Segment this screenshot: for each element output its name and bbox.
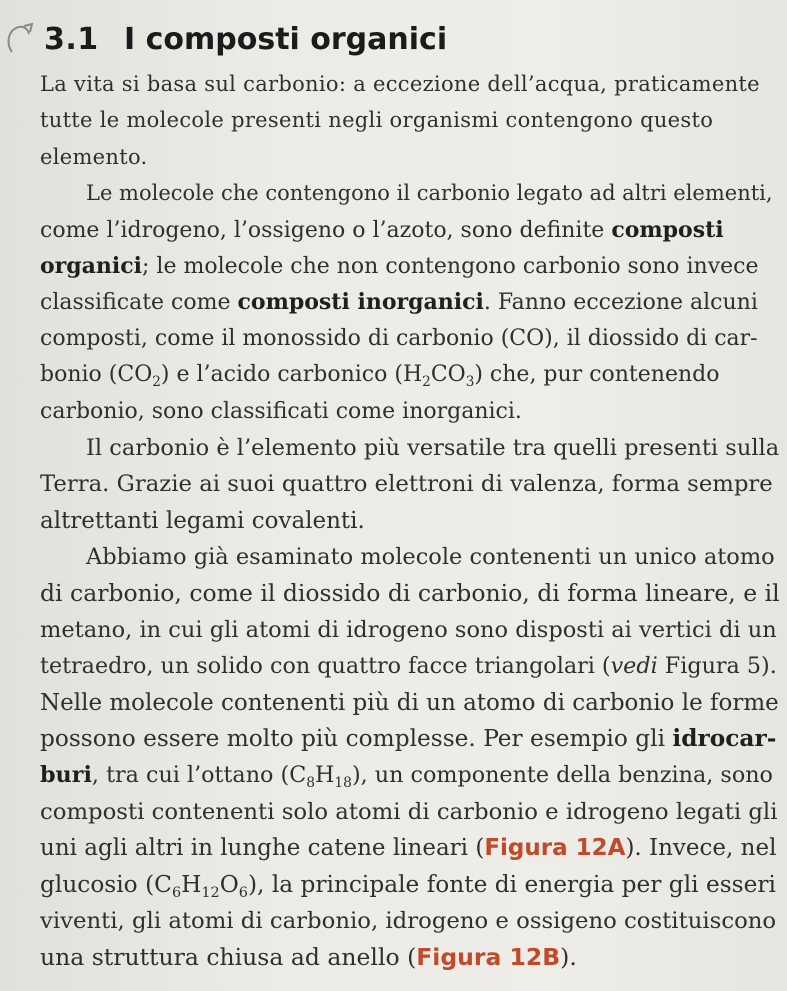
formula-subscript: 3 <box>465 373 475 390</box>
formula-co2 <box>117 362 161 390</box>
section-title: I composti organici <box>124 22 448 57</box>
italic-vedi: vedi <box>610 653 658 680</box>
paragraph-2-line-3 <box>40 248 780 284</box>
term-idrocarburi-start: idrocar- <box>672 725 777 753</box>
text-span: Terra. Grazie ai suoi quattro elettroni di valenza, forma sempre <box>40 471 773 498</box>
section-heading <box>0 8 787 68</box>
text-span: tetraedro, un solido con quattro facce triangolari ( <box>40 653 611 680</box>
formula-subscript: 2 <box>422 373 431 390</box>
paragraph-3-line-2 <box>40 466 780 502</box>
text-span: altrettanti legami covalenti. <box>40 507 365 534</box>
paragraph-2-line-6 <box>40 357 780 393</box>
formula-c8h18 <box>289 762 352 792</box>
text-span: viventi, gli atomi di carbonio, idrogeno e ossigeno costituiscono <box>40 907 777 934</box>
text-span: Abbiamo già esaminato molecole contenenti un unico atomo <box>86 544 775 571</box>
paragraph-4-line-2 <box>40 575 780 611</box>
paragraph-2-line-4 <box>40 284 780 320</box>
text-span: Nelle molecole contenenti più di un atomo di carbonio le forme <box>40 689 779 716</box>
text-span: come l’idrogeno, l’ossigeno o l’azoto, sono definite <box>40 217 612 243</box>
text-span: Le molecole che contengono il carbonio legato ad altri elementi, <box>86 181 773 206</box>
formula-c6h12o6 <box>154 870 248 901</box>
text-span: ) che, pur contenendo <box>474 362 720 388</box>
formula-symbol: CO <box>430 362 466 388</box>
paragraph-4-line-5 <box>40 685 780 721</box>
text-span: possono essere molto più complesse. Per esempio gli <box>40 725 673 753</box>
term-composti-inorganici: composti inorganici <box>237 289 484 316</box>
formula-subscript: 12 <box>201 884 220 901</box>
formula-symbol: C <box>289 762 307 789</box>
formula-subscript: 18 <box>334 775 352 792</box>
paragraph-4-line-7 <box>40 757 780 793</box>
text-span: ) e l’acido carbonico ( <box>160 362 403 388</box>
formula-subscript: 6 <box>171 884 182 901</box>
formula-symbol: H <box>315 762 335 789</box>
text-span: Figura 5). <box>657 653 777 680</box>
formula-symbol: CO <box>117 362 153 388</box>
paragraph-2-line-7 <box>40 394 780 430</box>
text-span: . Fanno eccezione alcuni <box>483 290 758 316</box>
text-span: classificate come <box>40 290 238 316</box>
paragraph-2-line-2 <box>40 212 780 248</box>
text-span: Il carbonio è l’elemento più versatile tra quelli presenti sulla <box>86 434 780 461</box>
term-idrocarburi-end: buri <box>40 762 92 789</box>
formula-subscript: 2 <box>152 373 161 390</box>
paragraph-1-line-3 <box>40 139 780 175</box>
paragraph-4-line-9 <box>40 830 780 866</box>
text-span: ). <box>560 943 577 972</box>
hook-arrow-icon <box>4 22 38 56</box>
paragraph-3-line-1 <box>40 430 780 466</box>
text-span: composti contenenti solo atomi di carbonio e idrogeno legati gli <box>40 798 778 825</box>
text-span: composti, come il monossido di carbonio (CO), il diossido di car- <box>40 325 758 351</box>
text-span: ). Invece, nel <box>625 835 777 862</box>
figure-12b-link[interactable]: Figura 12B <box>416 943 561 972</box>
text-span: , tra cui l’ottano ( <box>91 762 290 789</box>
paragraph-4-line-12 <box>40 939 780 975</box>
section-number: 3.1 <box>44 22 99 57</box>
paragraph-4-line-11 <box>40 903 780 939</box>
text-span: uni agli altri in lunghe catene lineari ( <box>40 835 485 862</box>
body-text <box>40 66 780 976</box>
paragraph-4-line-4 <box>40 648 780 684</box>
text-span: metano, in cui gli atomi di idrogeno sono disposti ai vertici di un <box>40 616 777 643</box>
formula-symbol: H <box>402 362 423 388</box>
paragraph-4-line-10 <box>40 867 780 903</box>
paragraph-4-line-8 <box>40 794 780 830</box>
formula-symbol: O <box>219 870 239 898</box>
text-span: ), un componente della benzina, sono <box>351 762 773 789</box>
paragraph-1-line-1 <box>40 66 780 102</box>
formula-subscript: 6 <box>238 884 248 901</box>
text-span: carbonio, sono classificati come inorganici. <box>40 398 522 424</box>
formula-symbol: C <box>154 870 172 898</box>
formula-h2co3 <box>402 362 475 390</box>
text-span: bonio ( <box>40 362 118 388</box>
paragraph-4-line-1 <box>40 539 780 575</box>
paragraph-2-line-5 <box>40 321 780 357</box>
formula-symbol: H <box>181 870 202 898</box>
term-organici: organici <box>40 252 143 279</box>
text-span: elemento. <box>40 144 148 169</box>
paragraph-4-line-6 <box>40 721 780 757</box>
text-span: glucosio ( <box>40 870 155 898</box>
text-span: di carbonio, come il diossido di carbonio, di forma lineare, e il <box>40 579 780 608</box>
term-composti: composti <box>611 216 724 243</box>
paragraph-4-line-3 <box>40 612 780 648</box>
paragraph-1-line-2 <box>40 102 780 138</box>
formula-subscript: 8 <box>306 775 315 792</box>
text-span: La vita si basa sul carbonio: a eccezione dell’acqua, praticamente <box>40 72 760 96</box>
text-span: tutte le molecole presenti negli organismi contengono questo <box>40 108 714 133</box>
paragraph-3-line-3 <box>40 503 780 539</box>
text-span: ), la principale fonte di energia per gli esseri <box>247 870 776 898</box>
text-span: una struttura chiusa ad anello ( <box>40 943 417 972</box>
paragraph-2-line-1 <box>40 175 780 211</box>
text-span: ; le molecole che non contengono carbonio sono invece <box>142 253 759 279</box>
figure-12a-link[interactable]: Figura 12A <box>484 835 626 862</box>
